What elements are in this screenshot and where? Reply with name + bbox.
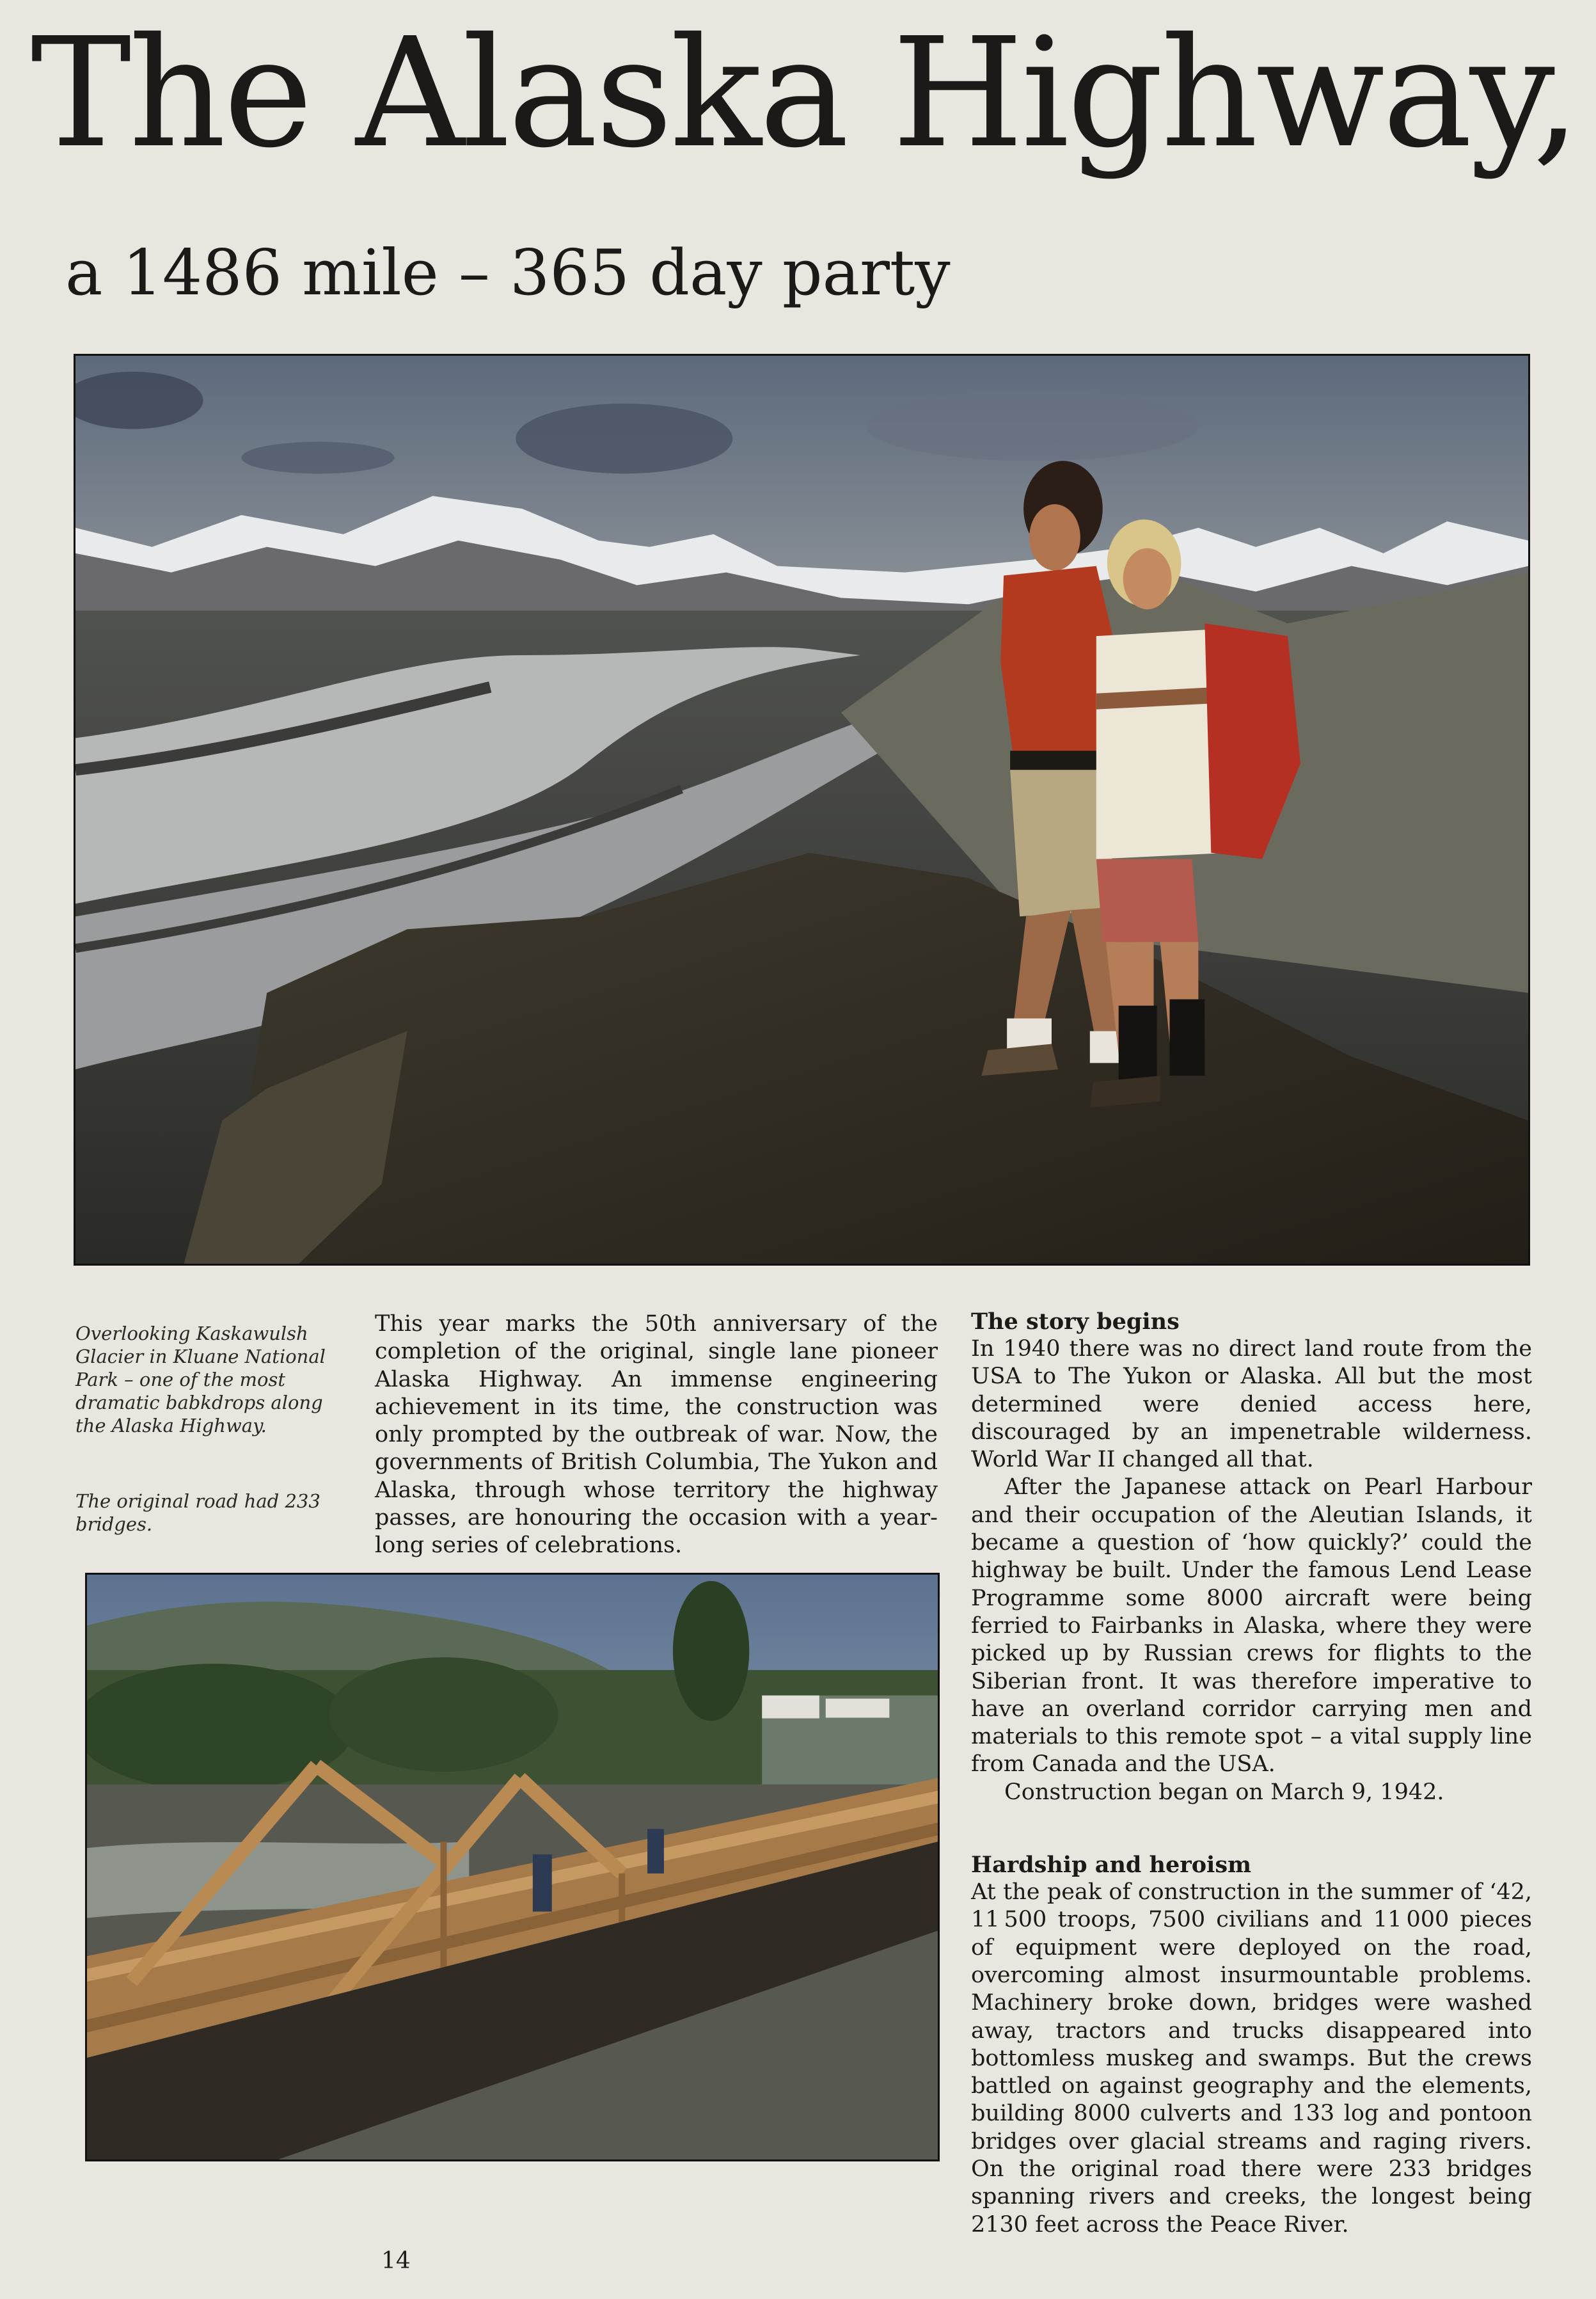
page-number: 14 [381,2248,411,2274]
page-title: The Alaska Highway, [31,5,1578,181]
story-paragraph-3: Construction began on March 9, 1942. [1004,1779,1444,1805]
story-paragraph-2: After the Japanese attack on Pearl Harbour and their occupation of the Aleutian Islands, it became a question of ‘how quickly?’ could the highway be built. Under the famous Lend Lease Programme some 8000 aircraft were being ferried to Fairbanks in Alaska, where they were picked up by Russian crews for flights to the Siberian front. It was therefore imperative to have an overland corridor carrying men and materials to this remote spot – a vital supply line from Canada and the USA. [971,1474,1532,1778]
story-heading: The story begins [971,1309,1180,1335]
article-column [971,1308,1532,2239]
log-bridge-photo [85,1573,940,2161]
bridges-caption: The original road had 233 bridges. [75,1490,320,1535]
section-gap [971,1806,1532,1851]
hardship-paragraph-1: At the peak of construction in the summer of ‘42, 11 500 troops, 7500 civilians and 11 000 pieces of equipment were deployed on the road, overcoming almost insurmountable problems. Machinery broke down, bridges were washed away, tractors and trucks disappeared into bottomless muskeg and swamps. But the crews battled on against geography and the elements, building 8000 culverts and 133 log and pontoon bridges over glacial streams and raging rivers. On the original road there were 233 bridges spanning rivers and creeks, the longest being 2130 feet across the Peace River. [971,1879,1532,2238]
page-subtitle: a 1486 mile – 365 day party [65,237,951,310]
story-paragraph-1: In 1940 there was no direct land route from the USA to The Yukon or Alaska. All but the most determined were denied access here, discouraged by an impenetrable wilderness. World War II changed all that. [971,1336,1532,1473]
glacier-photo-caption: Overlooking Kaskawulsh Glacier in Kluane National Park – one of the most dramatic babkdrops along the Alaska Highway. [75,1323,326,1436]
hardship-heading: Hardship and heroism [971,1852,1252,1879]
intro-paragraph: This year marks the 50th anniversary of the completion of the original, single lane pioneer Alaska Highway. An immense engineering achievement in its time, the construction was only prompted by the outbreak of war. Now, the governments of British Columbia, The Yukon and Alaska, through whose territory the highway passes, are honouring the occasion with a year-long series of celebrations. [375,1311,938,1559]
glacier-hikers-photo [74,354,1530,1266]
